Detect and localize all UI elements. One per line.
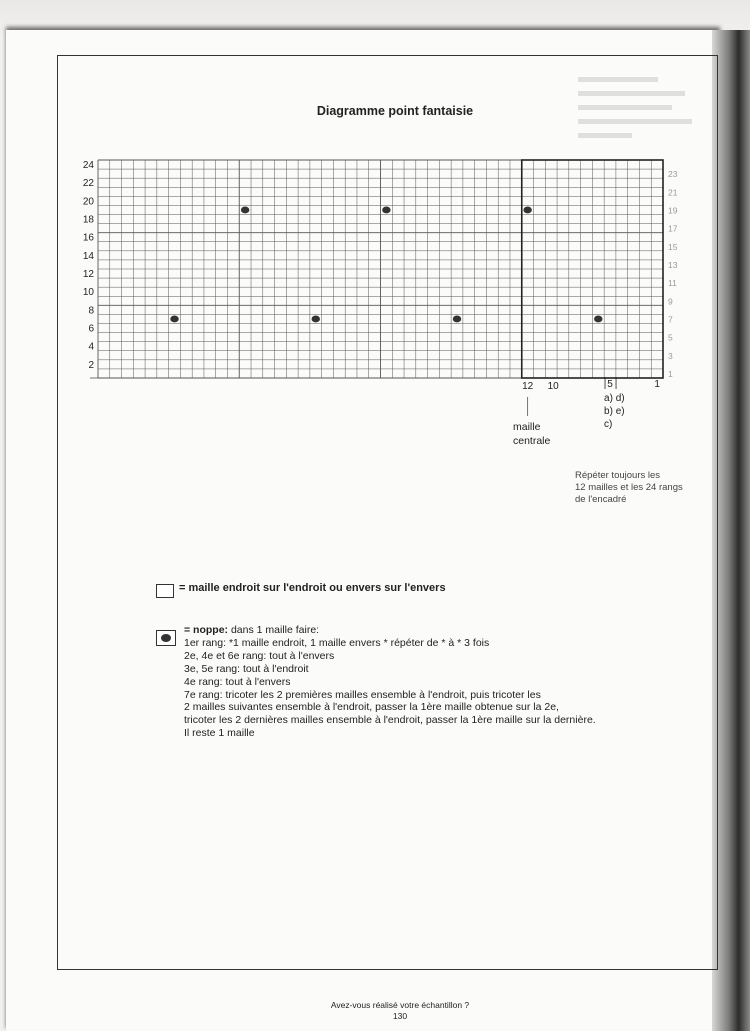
noppe-symbol [241,207,249,214]
central-stitch-line2: centrale [513,435,551,447]
noppe-line: 7e rang: tricoter les 2 premières mailles ensemble à l'endroit, puis tricoter les [184,688,541,701]
row-label-right: 13 [668,259,678,270]
repeat-note-line: Répéter toujours les [575,470,661,481]
row-label-right: 5 [668,332,673,343]
row-label-left: 10 [82,287,94,299]
row-label-right: 23 [668,169,678,180]
central-stitch-line1: maille [513,421,541,433]
noppe-symbol [453,316,461,323]
row-label-right: 9 [668,296,673,307]
row-label-left: 14 [82,250,94,262]
stitch-label-1: 1 [654,379,660,390]
repeat-note [575,470,710,506]
row-label-left: 24 [82,160,94,172]
column-note-be: b) e) [604,406,625,417]
row-label-right: 11 [668,278,677,289]
legend-empty-text: = maille endroit sur l'endroit ou envers sur l'envers [179,582,446,594]
noppe-label: = noppe: [184,624,229,636]
footer-question: Avez-vous réalisé votre échantillon ? [330,1000,470,1010]
noppe-line: 3e, 5e rang: tout à l'endroit [184,662,309,675]
central-stitch-label [513,420,550,448]
noppe-line: 2 mailles suivantes ensemble à l'endroit, passer la 1ère maille obtenue sur la 2e, [184,701,559,714]
row-label-left: 18 [82,214,94,226]
row-label-right: 21 [668,187,678,198]
row-label-left: 8 [88,305,94,317]
legend-empty-square [156,584,174,598]
legend-noppe-square [156,630,176,646]
noppe-line: Il reste 1 maille [184,727,255,740]
noppe-line: 2e, 4e et 6e rang: tout à l'envers [184,649,335,662]
repeat-note-line: 12 mailles et les 24 rangs [575,482,683,493]
row-label-right: 7 [668,314,673,325]
row-label-left: 22 [82,178,94,190]
noppe-symbol [594,316,602,323]
row-label-right: 3 [668,350,673,361]
stitch-label-10: 10 [547,381,559,392]
stitch-label-12: 12 [522,381,534,392]
row-label-left: 12 [82,269,94,281]
repeat-note-line: de l'encadré [575,494,627,505]
noppe-line: tricoter les 2 dernières mailles ensemble à l'endroit, passer la 1ère maille sur la dernière. [184,714,596,727]
noppe-line: 4e rang: tout à l'envers [184,675,291,688]
row-label-left: 2 [88,359,94,371]
noppe-symbol [523,207,531,214]
chart-grid [90,160,663,378]
noppe-symbol [382,207,390,214]
row-label-left: 4 [88,341,94,353]
noppe-intro: dans 1 maille faire: [228,624,320,636]
row-label-right: 1 [668,368,673,379]
noppe-heading [184,624,724,637]
row-label-left: 16 [82,232,94,244]
row-label-right: 15 [668,241,678,252]
noppe-dot-icon [161,634,171,642]
row-label-left: 6 [88,323,94,335]
row-label-right: 19 [668,205,678,216]
noppe-symbol [312,316,320,323]
stitch-label-5: 5 [607,379,613,390]
diagram-title: Diagramme point fantaisie [316,104,474,118]
column-note-c: c) [604,419,613,430]
noppe-line: 1er rang: *1 maille endroit, 1 maille envers * répéter de * à * 3 fois [184,636,490,649]
row-label-right: 17 [668,223,678,234]
noppe-instructions [184,624,724,740]
noppe-symbol [170,316,178,323]
row-label-left: 20 [82,196,94,208]
column-note-ad: a) d) [604,393,625,404]
page-number: 130 [392,1011,408,1021]
